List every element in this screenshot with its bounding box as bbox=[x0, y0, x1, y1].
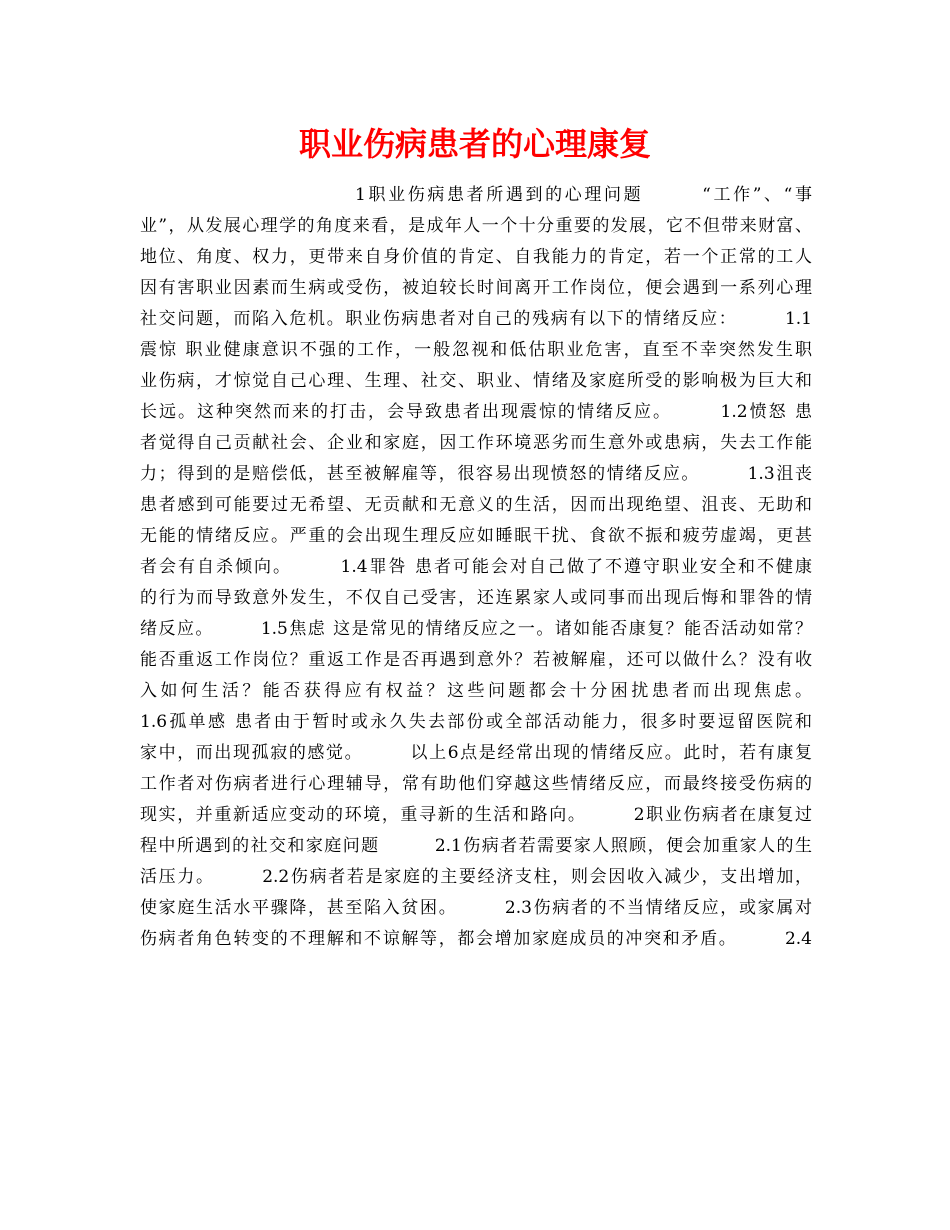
document-title: 职业伤病患者的心理康复 bbox=[298, 125, 651, 163]
body-line: 程中所遇到的社交和家庭问题 2.1伤病者若需要家人照顾，便会加重家人的生 bbox=[140, 836, 812, 856]
body-line: 长远。这种突然而来的打击，会导致患者出现震惊的情绪反应。 1.2愤怒 患 bbox=[140, 402, 812, 422]
body-line: 者会有自杀倾向。 1.4罪咎 患者可能会对自己做了不遵守职业安全和不健康 bbox=[140, 557, 812, 577]
body-line: 无能的情绪反应。严重的会出现生理反应如睡眠干扰、食欲不振和疲劳虚竭，更甚 bbox=[140, 526, 812, 546]
body-line: 1.6孤单感 患者由于暂时或永久失去部份或全部活动能力，很多时要逗留医院和 bbox=[140, 712, 812, 732]
body-line: 1职业伤病患者所遇到的心理问题 “工作”、“事 bbox=[355, 185, 812, 205]
body-line: 力；得到的是赔偿低，甚至被解雇等，很容易出现愤怒的情绪反应。 1.3沮丧 bbox=[140, 464, 812, 484]
body-line: 者觉得自己贡献社会、企业和家庭，因工作环境恶劣而生意外或患病，失去工作能 bbox=[140, 433, 812, 453]
body-line: 患者感到可能要过无希望、无贡献和无意义的生活，因而出现绝望、沮丧、无助和 bbox=[140, 495, 812, 515]
body-line: 工作者对伤病者进行心理辅导，常有助他们穿越这些情绪反应，而最终接受伤病的 bbox=[140, 774, 812, 794]
body-line: 社交问题，而陷入危机。职业伤病患者对自己的残病有以下的情绪反应： 1.1 bbox=[140, 309, 812, 329]
body-line: 家中，而出现孤寂的感觉。 以上6点是经常出现的情绪反应。此时，若有康复 bbox=[140, 743, 812, 763]
body-line: 业”，从发展心理学的角度来看，是成年人一个十分重要的发展，它不但带来财富、 bbox=[140, 216, 812, 236]
body-line: 入如何生活？能否获得应有权益？这些问题都会十分困扰患者而出现焦虑。 bbox=[140, 681, 812, 701]
body-line: 现实，并重新适应变动的环境，重寻新的生活和路向。 2职业伤病者在康复过 bbox=[140, 805, 812, 825]
body-line: 因有害职业因素而生病或受伤，被迫较长时间离开工作岗位，便会遇到一系列心理 bbox=[140, 278, 812, 298]
body-line: 伤病者角色转变的不理解和不谅解等，都会增加家庭成员的冲突和矛盾。 2.4 bbox=[140, 929, 812, 949]
body-line: 业伤病，才惊觉自己心理、生理、社交、职业、情绪及家庭所受的影响极为巨大和 bbox=[140, 371, 812, 391]
body-line: 地位、角度、权力，更带来自身价值的肯定、自我能力的肯定，若一个正常的工人 bbox=[140, 247, 812, 267]
body-line: 活压力。 2.2伤病者若是家庭的主要经济支柱，则会因收入减少，支出增加， bbox=[140, 867, 812, 887]
body-line: 的行为而导致意外发生，不仅自己受害，还连累家人或同事而出现后悔和罪咎的情 bbox=[140, 588, 812, 608]
body-line: 使家庭生活水平骤降，甚至陷入贫困。 2.3伤病者的不当情绪反应，或家属对 bbox=[140, 898, 812, 918]
body-line: 绪反应。 1.5焦虑 这是常见的情绪反应之一。诸如能否康复？能否活动如常？ bbox=[140, 619, 812, 639]
body-line: 震惊 职业健康意识不强的工作，一般忽视和低估职业危害，直至不幸突然发生职 bbox=[140, 340, 812, 360]
body-line: 能否重返工作岗位？重返工作是否再遇到意外？若被解雇，还可以做什么？没有收 bbox=[140, 650, 812, 670]
